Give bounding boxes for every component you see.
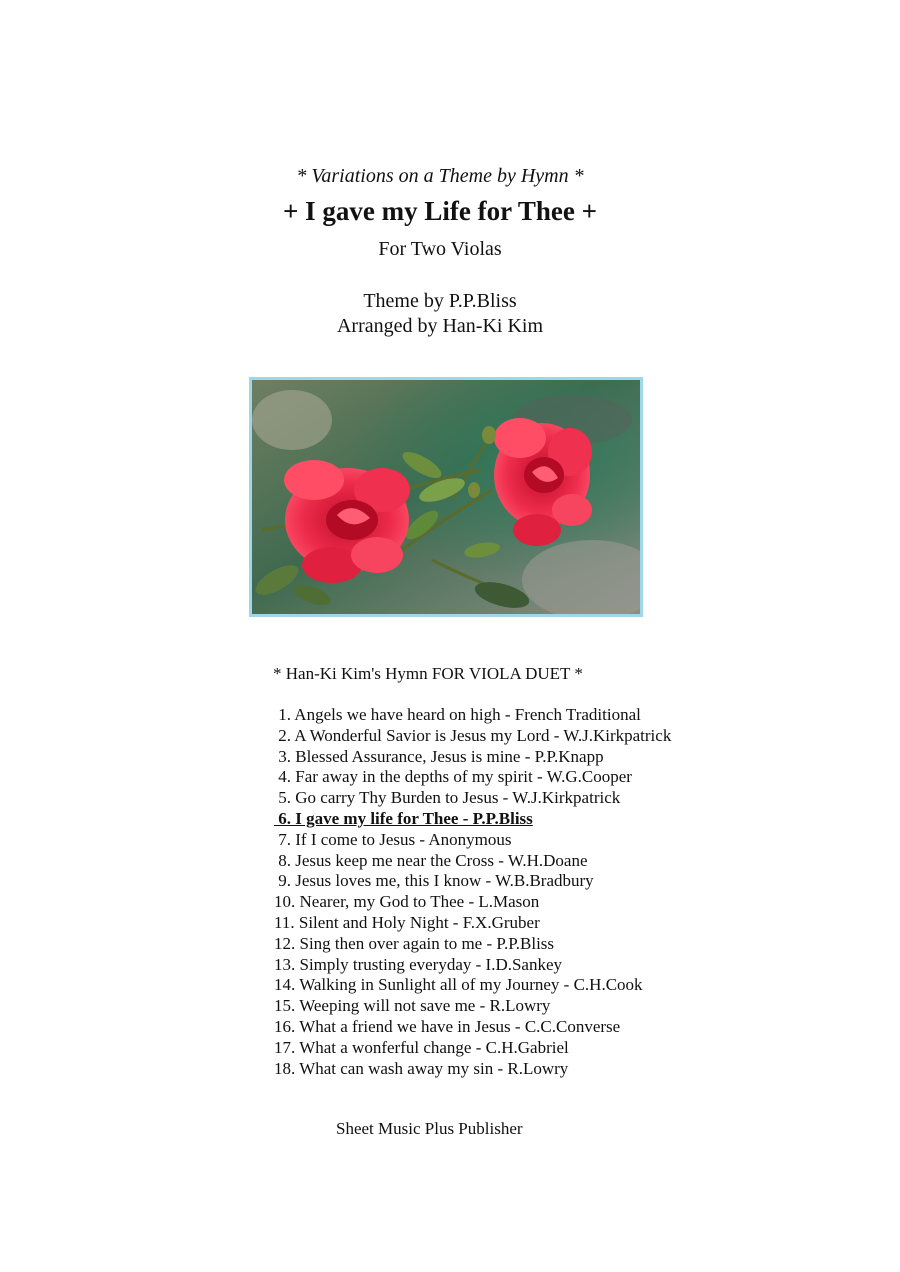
hymn-list-item: 1. Angels we have heard on high - French Traditional <box>274 705 641 724</box>
hymn-list-item: 2. A Wonderful Savior is Jesus my Lord - W.J.Kirkpatrick <box>274 725 672 745</box>
hymn-list-item: 14. Walking in Sunlight all of my Journey - C.H.Cook <box>274 975 643 995</box>
hymn-list-item: 11. Silent and Holy Night - F.X.Gruber <box>274 912 540 932</box>
cover-photo <box>249 377 643 617</box>
hymn-list-item: 4. Far away in the depths of my spirit - W.G.Cooper <box>274 767 632 787</box>
hymn-list <box>274 705 671 1079</box>
series-heading: * Han-Ki Kim's Hymn FOR VIOLA DUET * <box>273 664 583 683</box>
hymn-list-item: 12. Sing then over again to me - P.P.Bliss <box>274 933 555 953</box>
hymn-list-item: 3. Blessed Assurance, Jesus is mine - P.P.Knapp <box>274 746 604 766</box>
hymn-list-item: 18. What can wash away my sin - R.Lowry <box>274 1058 569 1078</box>
hymn-list-item-current: 6. I gave my life for Thee - P.P.Bliss <box>274 808 533 828</box>
hymn-list-item: 13. Simply trusting everyday - I.D.Sankey <box>274 954 563 974</box>
hymn-list-item: 15. Weeping will not save me - R.Lowry <box>274 996 551 1016</box>
credits-block <box>0 289 880 339</box>
hymn-list-item: 9. Jesus loves me, this I know - W.B.Bradbury <box>274 871 594 891</box>
left-rose <box>284 460 410 583</box>
arranger-credit: Arranged by Han-Ki Kim <box>336 315 544 337</box>
hymn-list-item: 5. Go carry Thy Burden to Jesus - W.J.Kirkpatrick <box>274 788 621 808</box>
hymn-list-item: 7. If I come to Jesus - Anonymous <box>274 829 512 849</box>
instrumentation: For Two Violas <box>378 238 502 260</box>
series-subtitle: * Variations on a Theme by Hymn * <box>296 165 584 187</box>
hymn-list-item: 10. Nearer, my God to Thee - L.Mason <box>274 892 540 912</box>
theme-credit: Theme by P.P.Bliss <box>363 290 517 312</box>
page-title: + I gave my Life for Thee + <box>283 196 597 226</box>
hymn-list-item: 8. Jesus keep me near the Cross - W.H.Doane <box>274 850 588 870</box>
rose-photo-illustration <box>252 380 640 614</box>
publisher-name: Sheet Music Plus Publisher <box>336 1119 523 1138</box>
hymn-list-item: 16. What a friend we have in Jesus - C.C.Converse <box>274 1016 621 1036</box>
hymn-list-item: 17. What a wonferful change - C.H.Gabriel <box>274 1037 569 1057</box>
